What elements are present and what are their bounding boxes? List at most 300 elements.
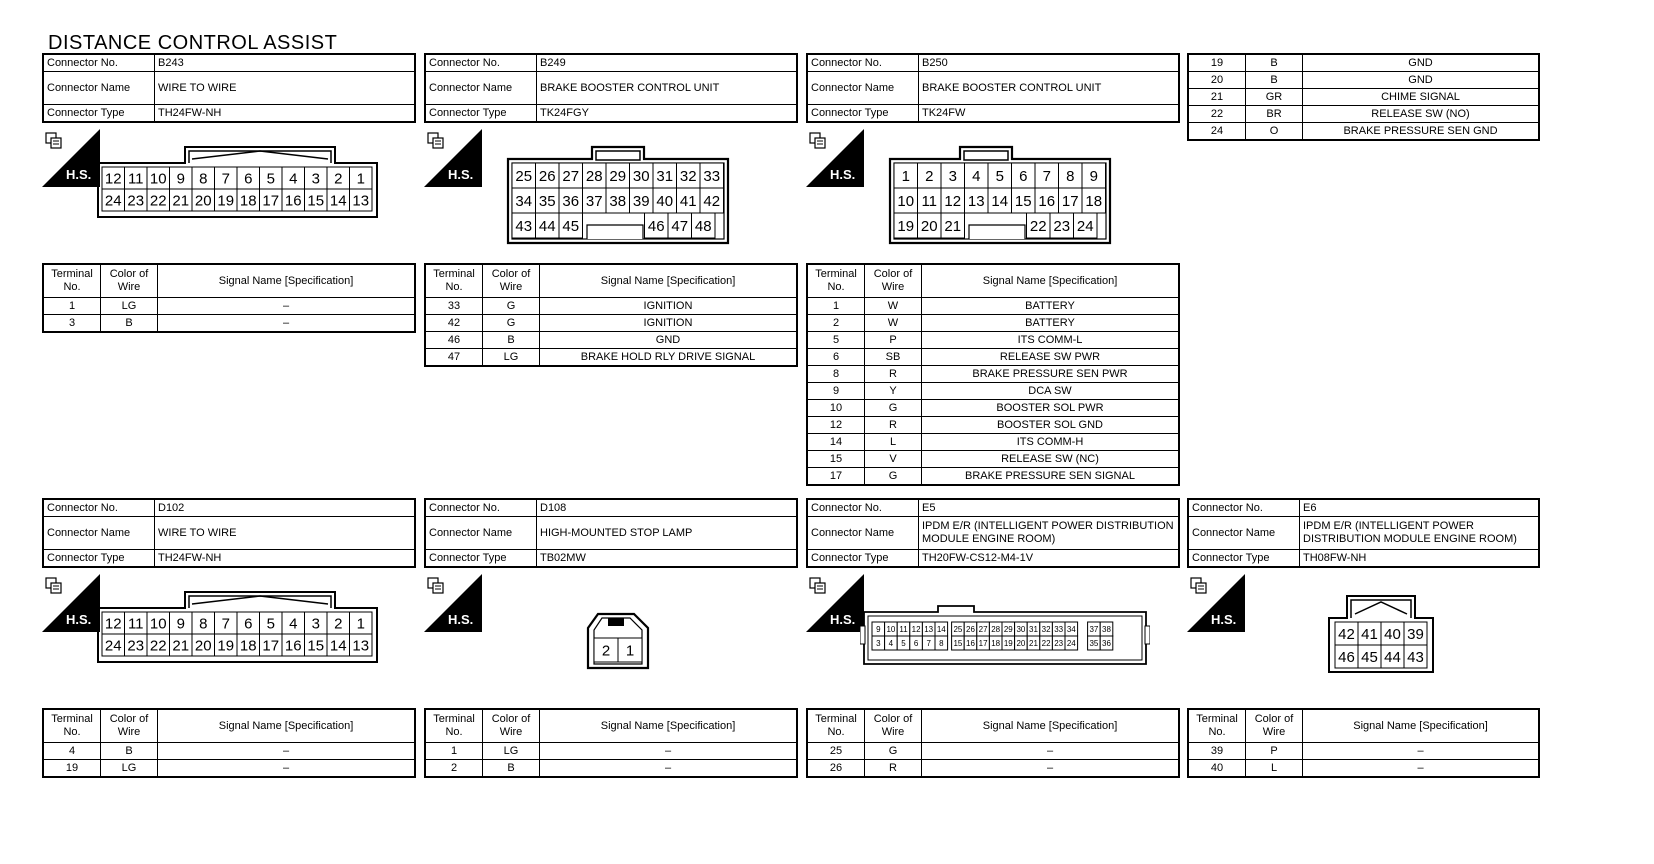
connector-info-table <box>1187 498 1540 568</box>
table-row <box>425 298 797 315</box>
pin-number: 11 <box>899 624 908 634</box>
terminal-cell: 20 <box>1188 72 1246 89</box>
pin-number: 20 <box>920 217 938 235</box>
pin-number: 39 <box>632 192 650 210</box>
wire-color-cell: G <box>865 400 922 417</box>
terminal-cell: 4 <box>43 743 101 760</box>
signal-name-cell: DCA SW <box>922 383 1180 400</box>
table-row <box>807 743 1179 760</box>
connector-name-label: Connector Name <box>807 72 919 105</box>
hs-badge-icon <box>42 574 100 632</box>
terminal-no-header: Terminal No. <box>43 709 101 743</box>
table-row <box>425 743 797 760</box>
terminal-no-header: Terminal No. <box>807 264 865 298</box>
signal-name-header: Signal Name [Specification] <box>158 709 416 743</box>
wire-color-cell: G <box>483 315 540 332</box>
pin-number: 29 <box>609 167 627 185</box>
terminal-cell: 19 <box>43 760 101 778</box>
pin-number: 14 <box>329 192 347 210</box>
pin-number: 13 <box>924 624 934 634</box>
pin-number: 25 <box>515 167 533 185</box>
connector-type-label: Connector Type <box>425 105 537 123</box>
terminal-no-header: Terminal No. <box>1188 709 1246 743</box>
pin-number: 5 <box>901 638 906 648</box>
pin-number: 9 <box>176 170 185 188</box>
wire-color-cell: LG <box>483 349 540 367</box>
signal-name-cell: – <box>922 743 1180 760</box>
signal-table <box>424 263 798 367</box>
svg-text:H.S.: H.S. <box>1211 612 1237 627</box>
table-row <box>807 315 1179 332</box>
connector-info-table <box>424 53 798 123</box>
connector-name-value: WIRE TO WIRE <box>155 72 416 105</box>
pin-number: 7 <box>1042 167 1051 185</box>
terminal-cell: 25 <box>807 743 865 760</box>
pin-number: 24 <box>1076 217 1094 235</box>
pin-number: 20 <box>1016 638 1026 648</box>
table-row <box>425 760 797 778</box>
wire-color-cell: P <box>1246 743 1303 760</box>
hs-badge-icon <box>424 574 482 632</box>
wire-color-cell: B <box>1246 54 1303 72</box>
pin-number: 22 <box>149 637 167 655</box>
connector-type-label: Connector Type <box>807 550 919 568</box>
pin-number: 45 <box>1361 648 1378 666</box>
wire-color-cell: G <box>865 743 922 760</box>
connector-diagram <box>42 123 416 263</box>
wire-color-cell: SB <box>865 349 922 366</box>
signal-name-cell: GND <box>1303 54 1540 72</box>
table-row <box>807 383 1179 400</box>
terminal-cell: 10 <box>807 400 865 417</box>
pin-number: 21 <box>172 637 190 655</box>
pin-number: 43 <box>515 217 533 235</box>
connector-name-value: HIGH-MOUNTED STOP LAMP <box>537 517 798 550</box>
connector-diagram <box>806 568 1180 708</box>
pin-number: 1 <box>901 167 910 185</box>
connector-diagram <box>424 123 798 263</box>
signal-name-cell: – <box>1303 760 1540 778</box>
terminal-cell: 39 <box>1188 743 1246 760</box>
connector-face <box>94 135 384 219</box>
table-row <box>807 298 1179 315</box>
signal-name-header: Signal Name [Specification] <box>1303 709 1540 743</box>
terminal-cell: 1 <box>425 743 483 760</box>
table-row <box>1188 72 1539 89</box>
pin-number: 35 <box>538 192 556 210</box>
svg-text:H.S.: H.S. <box>66 167 92 182</box>
terminal-cell: 12 <box>807 417 865 434</box>
table-row <box>1188 106 1539 123</box>
pin-number: 16 <box>966 638 975 648</box>
connector-name-label: Connector Name <box>807 517 919 550</box>
pin-number: 26 <box>538 167 556 185</box>
table-row <box>807 468 1179 486</box>
pin-number: 19 <box>897 217 915 235</box>
pin-number: 38 <box>1102 624 1111 634</box>
connector-diagram <box>806 123 1180 263</box>
connector-no-value: E6 <box>1300 499 1540 517</box>
pin-number: 35 <box>1089 638 1099 648</box>
pin-number: 21 <box>1029 638 1038 648</box>
terminal-no-header: Terminal No. <box>807 709 865 743</box>
pin-number: 36 <box>1102 638 1111 648</box>
pin-number: 17 <box>262 192 280 210</box>
signal-name-cell: ITS COMM-H <box>922 434 1180 451</box>
connector-block-b250 <box>806 53 1180 486</box>
pin-number: 3 <box>311 170 320 188</box>
pin-number: 8 <box>939 638 944 648</box>
wire-color-cell: P <box>865 332 922 349</box>
connector-name-label: Connector Name <box>43 517 155 550</box>
terminal-cell: 17 <box>807 468 865 486</box>
connector-name-value: WIRE TO WIRE <box>155 517 416 550</box>
table-row <box>43 743 415 760</box>
pin-number: 10 <box>897 192 915 210</box>
table-row <box>807 366 1179 383</box>
pin-number: 23 <box>1053 217 1071 235</box>
pin-number: 34 <box>515 192 533 210</box>
connector-block-e6 <box>1187 498 1540 778</box>
terminal-cell: 15 <box>807 451 865 468</box>
terminal-cell: 21 <box>1188 89 1246 106</box>
connector-type-label: Connector Type <box>43 105 155 123</box>
pin-number: 32 <box>679 167 697 185</box>
pin-number: 10 <box>149 170 167 188</box>
terminal-cell: 26 <box>807 760 865 778</box>
terminal-cell: 33 <box>425 298 483 315</box>
pin-number: 4 <box>289 170 298 188</box>
pin-number: 5 <box>266 615 275 633</box>
connector-no-value: B250 <box>919 54 1180 72</box>
pin-number: 3 <box>948 167 957 185</box>
connector-name-value: BRAKE BOOSTER CONTROL UNIT <box>537 72 798 105</box>
pin-number: 7 <box>221 170 230 188</box>
connector-no-label: Connector No. <box>425 499 537 517</box>
connector-name-value: IPDM E/R (INTELLIGENT POWER DISTRIBUTION MODULE ENGINE ROOM) <box>1300 517 1540 550</box>
connector-no-label: Connector No. <box>807 499 919 517</box>
signal-name-cell: RELEASE SW (NO) <box>1303 106 1540 123</box>
pin-number: 41 <box>679 192 697 210</box>
wire-color-cell: G <box>865 468 922 486</box>
pin-number: 32 <box>1041 624 1051 634</box>
pin-number: 33 <box>703 167 721 185</box>
pin-number: 14 <box>329 637 347 655</box>
pin-number: 20 <box>194 192 212 210</box>
table-row <box>807 417 1179 434</box>
color-of-wire-header: Color of Wire <box>483 264 540 298</box>
pin-number: 16 <box>284 637 302 655</box>
connector-type-value: TH24FW-NH <box>155 105 416 123</box>
pin-number: 17 <box>262 637 280 655</box>
pin-number: 10 <box>149 615 167 633</box>
pin-number: 44 <box>538 217 556 235</box>
signal-name-header: Signal Name [Specification] <box>540 264 798 298</box>
hs-badge-icon <box>1187 574 1245 632</box>
pin-number: 30 <box>1016 624 1026 634</box>
pin-number: 38 <box>609 192 627 210</box>
pin-number: 22 <box>149 192 167 210</box>
signal-name-header: Signal Name [Specification] <box>158 264 416 298</box>
wire-color-cell: R <box>865 417 922 434</box>
pin-number: 16 <box>284 192 302 210</box>
connector-type-value: TB02MW <box>537 550 798 568</box>
wire-color-cell: W <box>865 315 922 332</box>
pin-number: 44 <box>1384 648 1401 666</box>
table-row <box>1188 123 1539 141</box>
table-row <box>807 760 1179 778</box>
terminal-cell: 6 <box>807 349 865 366</box>
pin-number: 36 <box>562 192 580 210</box>
connector-type-value: TK24FGY <box>537 105 798 123</box>
connector-no-value: E5 <box>919 499 1180 517</box>
connector-info-table <box>806 498 1180 568</box>
pin-number: 43 <box>1407 648 1424 666</box>
signal-name-cell: CHIME SIGNAL <box>1303 89 1540 106</box>
pin-number: 14 <box>936 624 946 634</box>
pin-number: 18 <box>239 637 257 655</box>
signal-name-cell: RELEASE SW (NC) <box>922 451 1180 468</box>
pin-number: 3 <box>311 615 320 633</box>
pin-number: 12 <box>104 170 122 188</box>
pin-number: 40 <box>656 192 674 210</box>
pin-number: 34 <box>1066 624 1076 634</box>
wire-color-cell: BR <box>1246 106 1303 123</box>
pin-number: 23 <box>1054 638 1064 648</box>
signal-name-cell: – <box>922 760 1180 778</box>
pin-number: 47 <box>671 217 689 235</box>
hs-badge-icon <box>424 129 482 187</box>
connector-diagram <box>42 568 416 708</box>
connector-info-table <box>42 53 416 123</box>
signal-name-cell: – <box>158 298 416 315</box>
pin-number: 24 <box>1066 638 1076 648</box>
wire-color-cell: Y <box>865 383 922 400</box>
table-row <box>807 434 1179 451</box>
terminal-cell: 2 <box>425 760 483 778</box>
pin-number: 14 <box>991 192 1009 210</box>
connector-no-label: Connector No. <box>1188 499 1300 517</box>
pin-number: 9 <box>876 624 881 634</box>
pin-number: 37 <box>1089 624 1099 634</box>
wire-color-cell: V <box>865 451 922 468</box>
connector-type-value: TH20FW-CS12-M4-1V <box>919 550 1180 568</box>
terminal-cell: 46 <box>425 332 483 349</box>
signal-name-header: Signal Name [Specification] <box>922 264 1180 298</box>
table-row <box>1188 89 1539 106</box>
signal-name-header: Signal Name [Specification] <box>922 709 1180 743</box>
pin-number: 18 <box>239 192 257 210</box>
signal-name-cell: GND <box>1303 72 1540 89</box>
pin-number: 9 <box>176 615 185 633</box>
signal-name-cell: – <box>540 760 798 778</box>
pin-number: 8 <box>199 170 208 188</box>
pin-number: 26 <box>966 624 975 634</box>
connector-face <box>584 610 652 672</box>
color-of-wire-header: Color of Wire <box>865 264 922 298</box>
terminal-cell: 2 <box>807 315 865 332</box>
connector-diagram <box>424 568 798 708</box>
pin-number: 48 <box>694 217 712 235</box>
signal-name-header: Signal Name [Specification] <box>540 709 798 743</box>
pin-number: 5 <box>995 167 1004 185</box>
wire-color-cell: B <box>1246 72 1303 89</box>
connector-name-label: Connector Name <box>425 517 537 550</box>
pin-number: 6 <box>1019 167 1028 185</box>
wire-color-cell: B <box>101 315 158 333</box>
wire-color-cell: R <box>865 366 922 383</box>
signal-table <box>42 263 416 333</box>
hs-badge-icon <box>42 129 100 187</box>
pin-number: 1 <box>356 170 365 188</box>
pin-number: 9 <box>1089 167 1098 185</box>
wire-color-cell: L <box>1246 760 1303 778</box>
pin-number: 18 <box>1085 192 1103 210</box>
signal-name-cell: – <box>158 760 416 778</box>
wire-color-cell: GR <box>1246 89 1303 106</box>
page-title: DISTANCE CONTROL ASSIST <box>48 32 338 54</box>
pin-number: 33 <box>1054 624 1064 634</box>
signal-name-cell: BATTERY <box>922 298 1180 315</box>
terminal-no-header: Terminal No. <box>425 264 483 298</box>
pin-number: 12 <box>944 192 962 210</box>
pin-number: 10 <box>886 624 896 634</box>
pin-number: 4 <box>972 167 981 185</box>
pin-number: 40 <box>1384 625 1401 643</box>
terminal-cell: 1 <box>807 298 865 315</box>
connector-block-d108 <box>424 498 798 778</box>
connector-diagram <box>1187 568 1540 708</box>
pin-number: 41 <box>1361 625 1378 643</box>
connector-face <box>94 580 384 664</box>
pin-number: 13 <box>967 192 985 210</box>
pin-number: 6 <box>244 615 253 633</box>
signal-name-cell: – <box>540 743 798 760</box>
table-row <box>807 400 1179 417</box>
connector-no-value: D102 <box>155 499 416 517</box>
signal-table <box>424 708 798 778</box>
connector-type-value: TK24FW <box>919 105 1180 123</box>
pin-number: 42 <box>703 192 721 210</box>
signal-name-cell: RELEASE SW PWR <box>922 349 1180 366</box>
pin-number: 12 <box>911 624 921 634</box>
pin-number: 15 <box>307 192 325 210</box>
connector-no-label: Connector No. <box>43 499 155 517</box>
pin-number: 37 <box>585 192 603 210</box>
terminal-cell: 24 <box>1188 123 1246 141</box>
connector-no-label: Connector No. <box>43 54 155 72</box>
pin-number: 17 <box>1061 192 1079 210</box>
connector-type-value: TH08FW-NH <box>1300 550 1540 568</box>
terminal-cell: 8 <box>807 366 865 383</box>
connector-info-table <box>806 53 1180 123</box>
wire-color-cell: R <box>865 760 922 778</box>
table-row <box>425 332 797 349</box>
pin-number: 6 <box>244 170 253 188</box>
table-row <box>43 315 415 333</box>
connector-face <box>504 143 734 247</box>
pin-number: 24 <box>104 192 122 210</box>
pin-number: 21 <box>172 192 190 210</box>
connector-info-table <box>424 498 798 568</box>
pin-number: 7 <box>221 615 230 633</box>
color-of-wire-header: Color of Wire <box>1246 709 1303 743</box>
pin-number: 30 <box>632 167 650 185</box>
svg-text:H.S.: H.S. <box>830 167 856 182</box>
pin-number: 18 <box>991 638 1001 648</box>
signal-name-cell: IGNITION <box>540 315 798 332</box>
pin-number: 7 <box>926 638 931 648</box>
connector-name-label: Connector Name <box>43 72 155 105</box>
pin-number: 2 <box>601 642 611 660</box>
pin-number: 4 <box>289 615 298 633</box>
signal-name-cell: – <box>1303 743 1540 760</box>
wire-color-cell: B <box>101 743 158 760</box>
terminal-cell: 19 <box>1188 54 1246 72</box>
signal-name-cell: ITS COMM-L <box>922 332 1180 349</box>
pin-number: 16 <box>1038 192 1056 210</box>
connector-block-b243 <box>42 53 416 333</box>
svg-text:H.S.: H.S. <box>448 612 474 627</box>
signal-table <box>42 708 416 778</box>
pin-number: 22 <box>1041 638 1051 648</box>
connector-type-value: TH24FW-NH <box>155 550 416 568</box>
pin-number: 42 <box>1338 625 1355 643</box>
color-of-wire-header: Color of Wire <box>865 709 922 743</box>
svg-text:H.S.: H.S. <box>66 612 92 627</box>
signal-name-cell: IGNITION <box>540 298 798 315</box>
terminal-cell: 3 <box>43 315 101 333</box>
table-row <box>807 349 1179 366</box>
table-row <box>43 760 415 778</box>
pin-number: 15 <box>1014 192 1032 210</box>
connector-no-label: Connector No. <box>425 54 537 72</box>
connector-name-label: Connector Name <box>1188 517 1300 550</box>
pin-number: 2 <box>925 167 934 185</box>
connector-face <box>1325 590 1437 676</box>
pin-number: 11 <box>127 170 144 188</box>
terminal-cell: 5 <box>807 332 865 349</box>
pin-number: 29 <box>1003 624 1013 634</box>
wire-color-cell: O <box>1246 123 1303 141</box>
connector-no-label: Connector No. <box>807 54 919 72</box>
signal-name-cell: BRAKE PRESSURE SEN GND <box>1303 123 1540 141</box>
table-row <box>1188 743 1539 760</box>
pin-number: 2 <box>334 615 343 633</box>
pin-number: 11 <box>921 192 938 210</box>
connector-name-value: BRAKE BOOSTER CONTROL UNIT <box>919 72 1180 105</box>
color-of-wire-header: Color of Wire <box>483 709 540 743</box>
pin-number: 23 <box>127 637 145 655</box>
table-row <box>807 332 1179 349</box>
connector-face <box>886 143 1116 247</box>
pin-number: 1 <box>625 642 635 660</box>
color-of-wire-header: Color of Wire <box>101 709 158 743</box>
pin-number: 20 <box>194 637 212 655</box>
terminal-cell: 1 <box>43 298 101 315</box>
pin-number: 19 <box>1003 638 1013 648</box>
wire-color-cell: LG <box>101 760 158 778</box>
pin-number: 19 <box>217 637 235 655</box>
signal-name-cell: – <box>158 315 416 333</box>
connector-face <box>860 602 1150 668</box>
pin-number: 46 <box>647 217 665 235</box>
wire-color-cell: LG <box>483 743 540 760</box>
hs-badge-icon <box>806 129 864 187</box>
table-row <box>425 349 797 367</box>
pin-number: 4 <box>888 638 894 648</box>
pin-number: 15 <box>307 637 325 655</box>
